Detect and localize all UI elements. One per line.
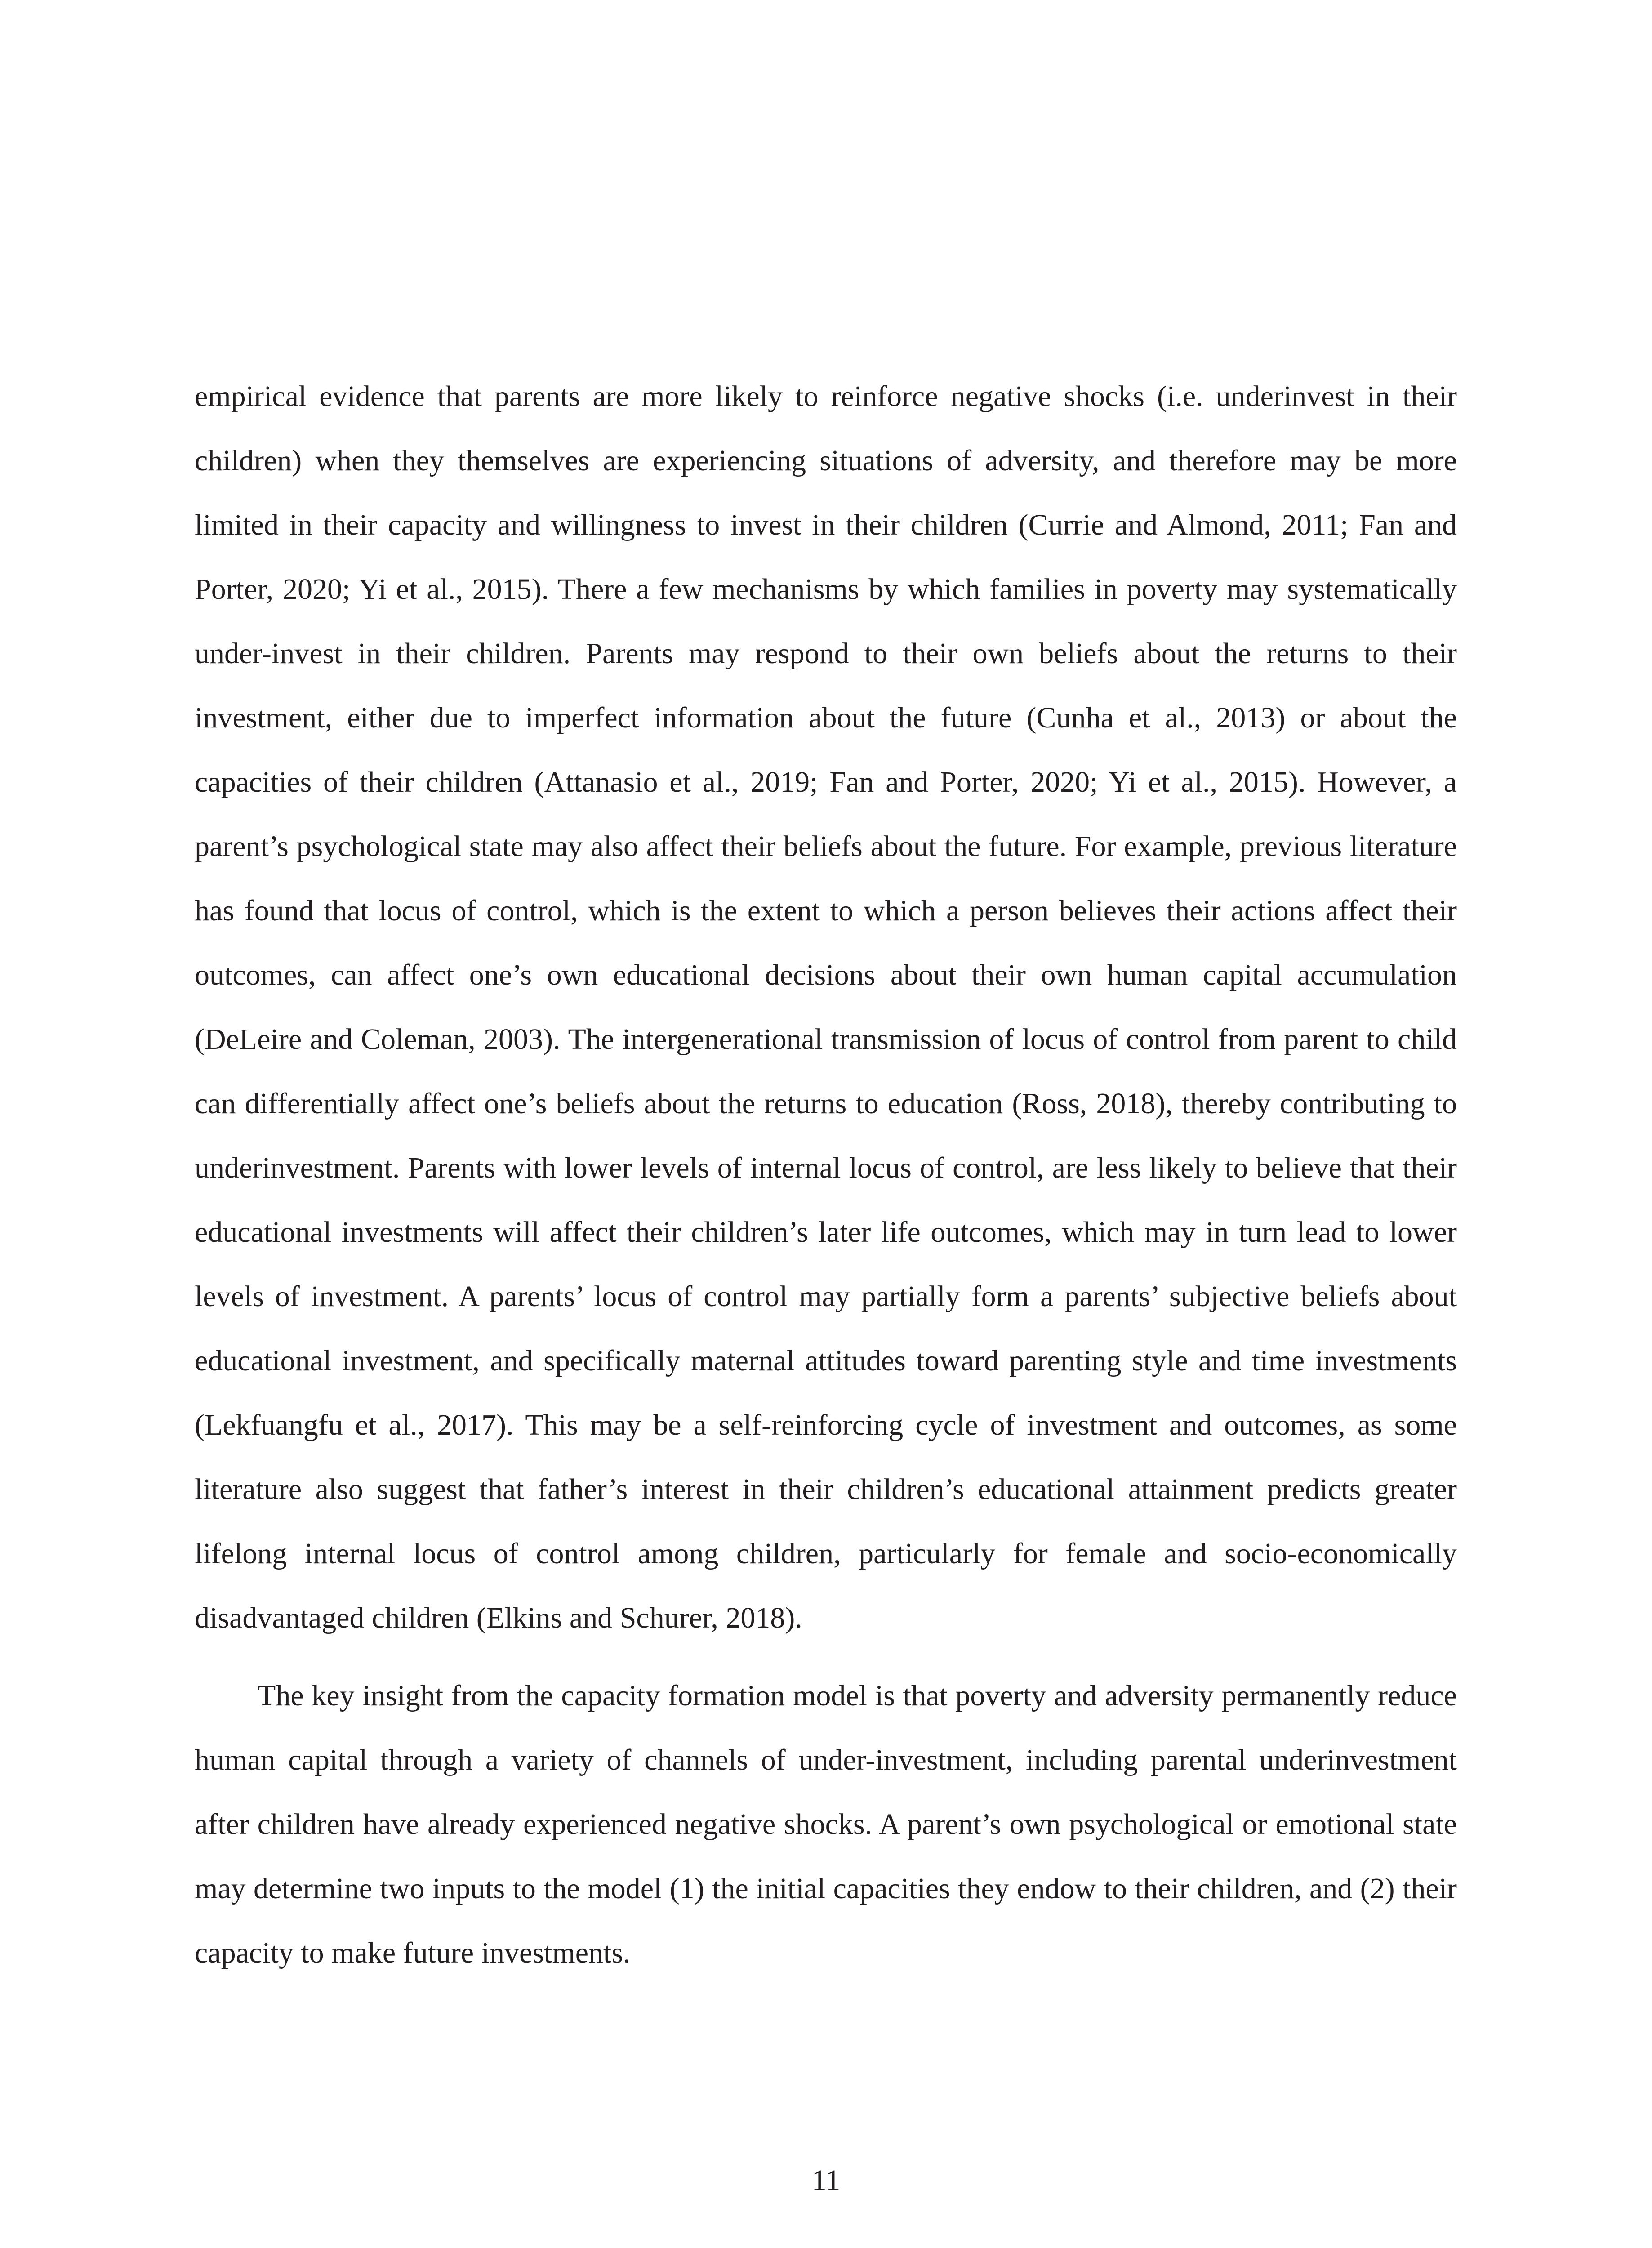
body-text: [195, 364, 1457, 1985]
paragraph-2: The key insight from the capacity formation model is that poverty and adversity permanently reduce human capital through a variety of channels of under-investment, including parental underinvestment after children have already experienced negative shocks. A parent’s own psychological or emotional state may determine two inputs to the model (1) the initial capacities they endow to their children, and (2) their capacity to make future investments.: [195, 1679, 1457, 1969]
paragraph-1: empirical evidence that parents are more likely to reinforce negative shocks (i.e. underinvest in their children) when they themselves are experiencing situations of adversity, and therefore may be more limited in their capacity and willingness to invest in their children (Currie and Almond, 2011; Fan and Porter, 2020; Yi et al., 2015). There a few mechanisms by which families in poverty may systematically under-invest in their children. Parents may respond to their own beliefs about the returns to their investment, either due to imperfect information about the future (Cunha et al., 2013) or about the capacities of their children (Attanasio et al., 2019; Fan and Porter, 2020; Yi et al., 2015). However, a parent’s psychological state may also affect their beliefs about the future. For example, previous literature has found that locus of control, which is the extent to which a person believes their actions affect their outcomes, can affect one’s own educational decisions about their own human capital accumulation (DeLeire and Coleman, 2003). The intergenerational transmission of locus of control from parent to child can differentially affect one’s beliefs about the returns to education (Ross, 2018), thereby contributing to underinvestment. Parents with lower levels of internal locus of control, are less likely to believe that their educational investments will affect their children’s later life outcomes, which may in turn lead to lower levels of investment. A parents’ locus of control may partially form a parents’ subjective beliefs about educational investment, and specifically maternal attitudes toward parenting style and time investments (Lekfuangfu et al., 2017). This may be a self-reinforcing cycle of investment and outcomes, as some literature also suggest that father’s interest in their children’s educational attainment predicts greater lifelong internal locus of control among children, particularly for female and socio-economically disadvantaged children (Elkins and Schurer, 2018).: [195, 380, 1457, 1634]
page-number: 11: [811, 2164, 841, 2197]
